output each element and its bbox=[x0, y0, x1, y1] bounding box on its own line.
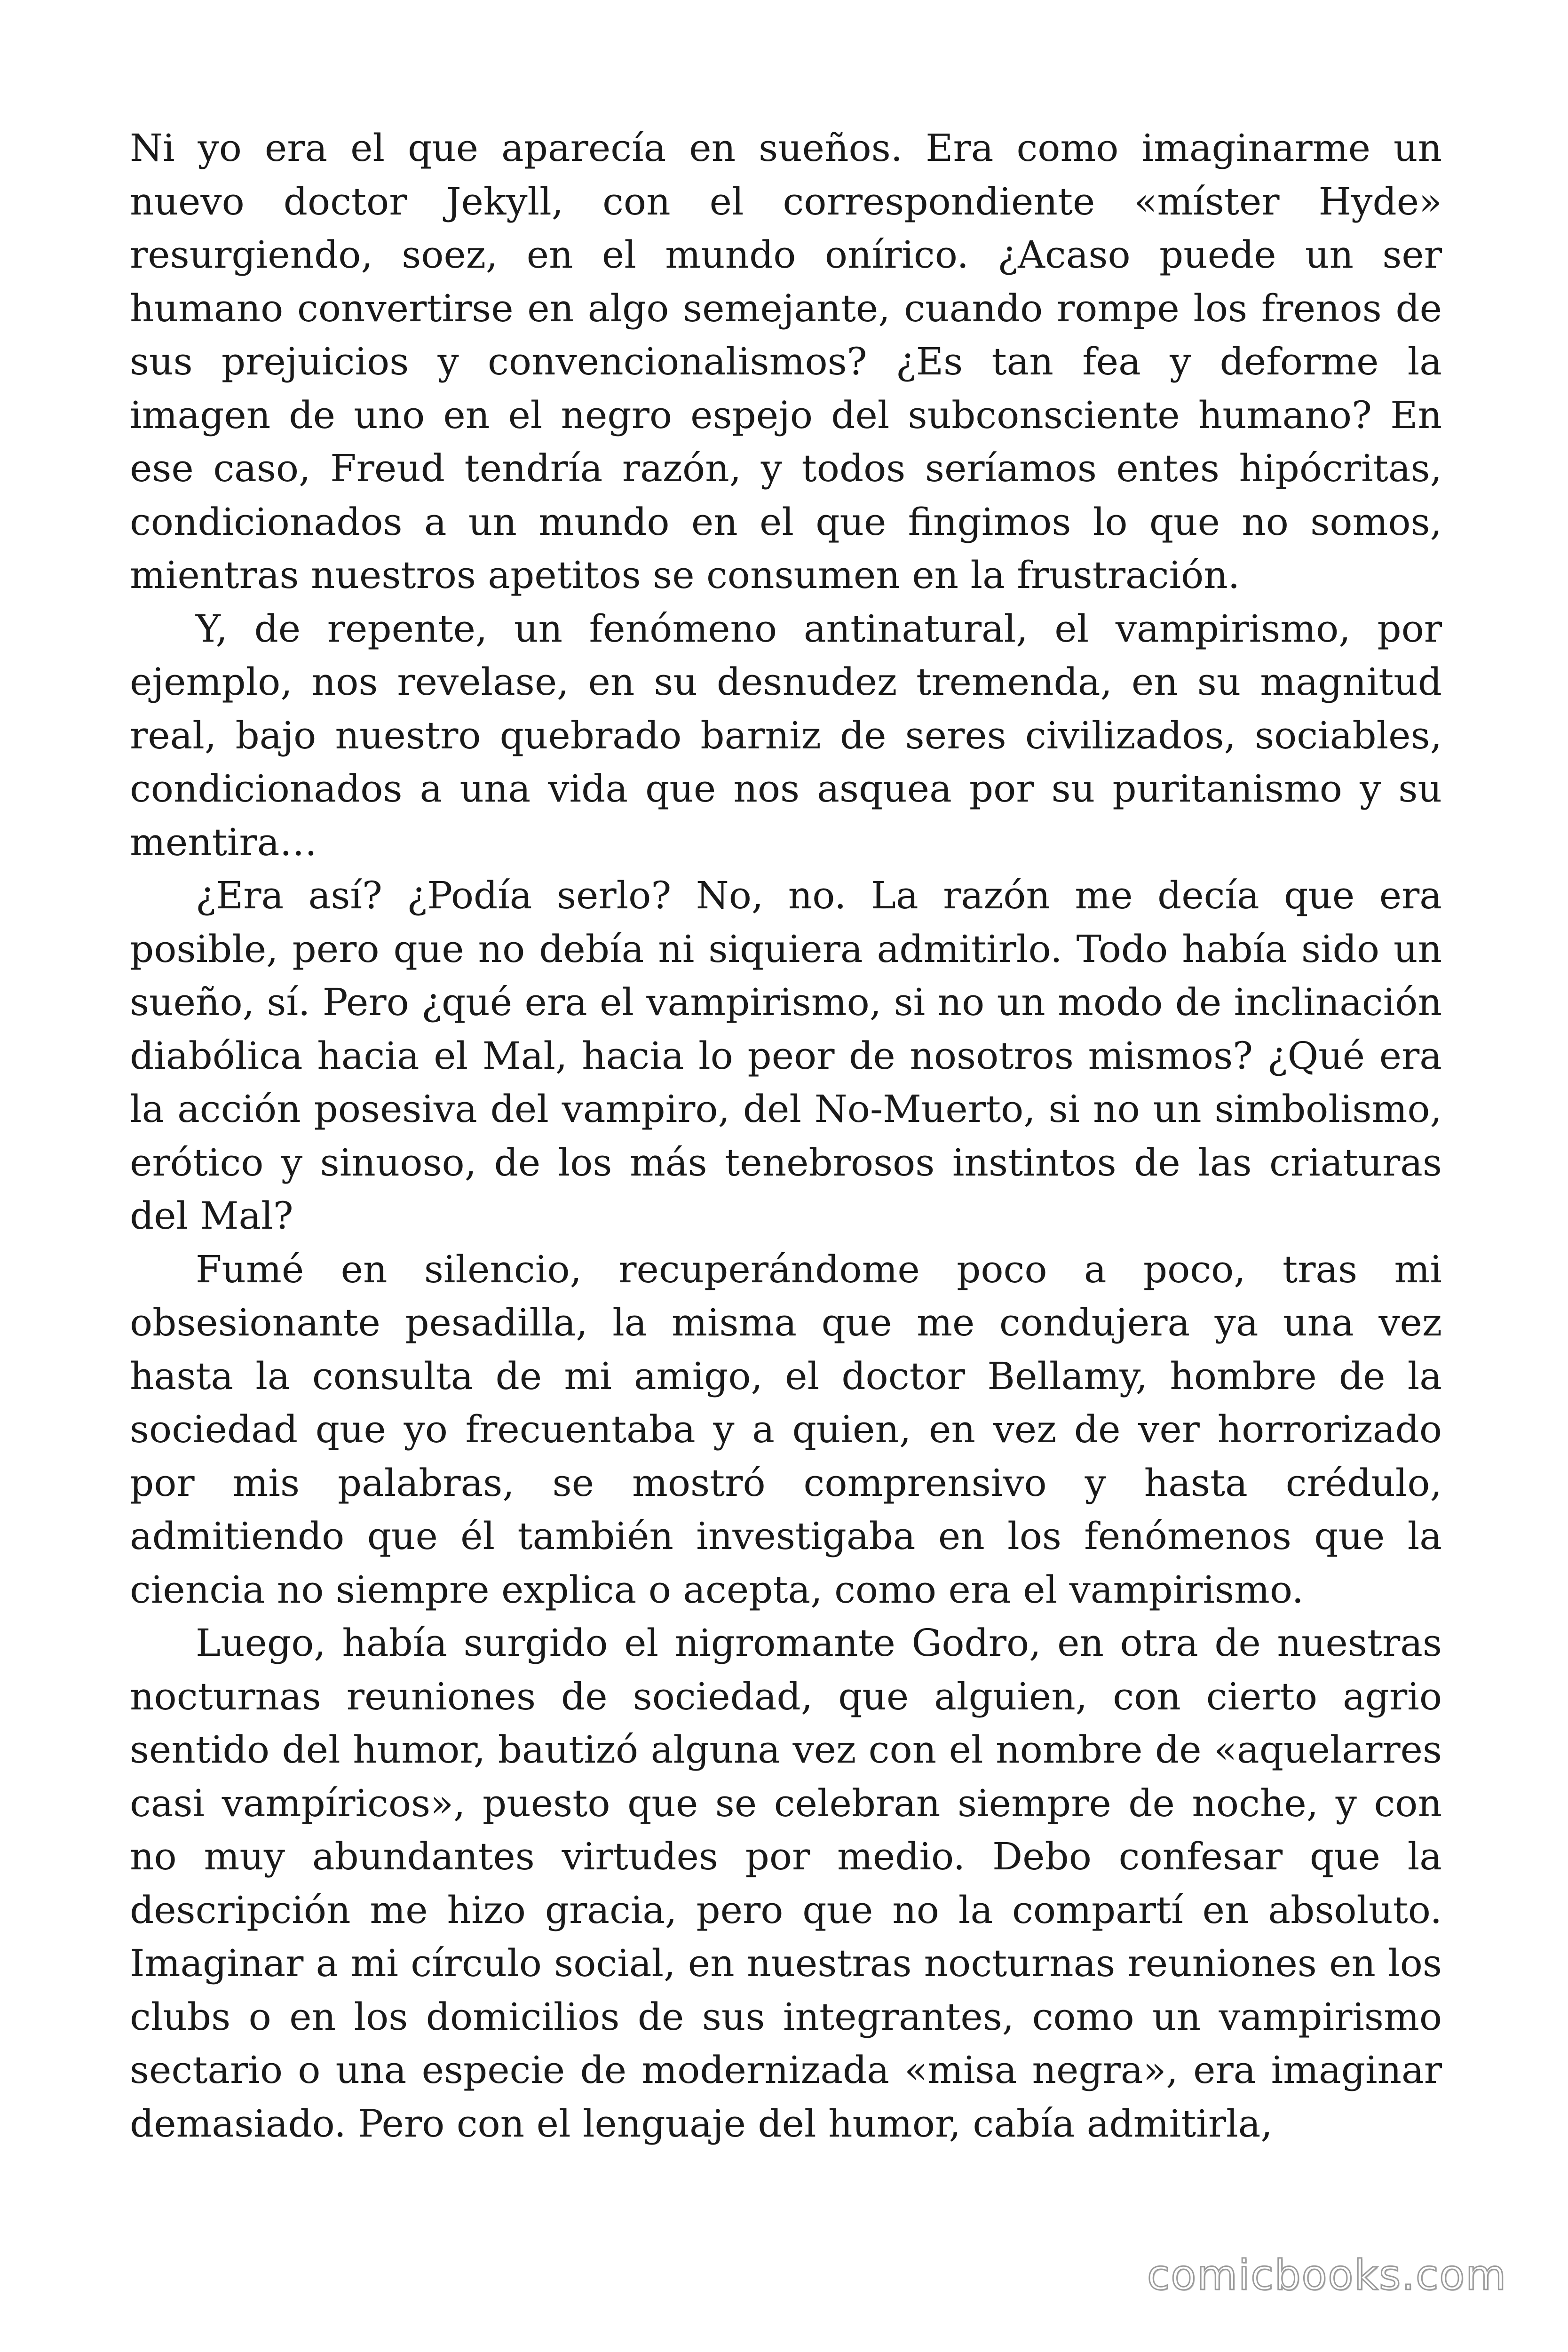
paragraph-2: Y, de repente, un fenómeno antinatural, el vampirismo, por ejemplo, nos revelase, en su desnudez tremenda, en su magnitud real, bajo nuestro quebrado barniz de seres civilizados, sociables, condicionados a una vida que nos asquea por su puritanismo y su mentira… bbox=[130, 606, 1442, 864]
paragraph-3: ¿Era así? ¿Podía serlo? No, no. La razón me decía que era posible, pero que no debía ni siquiera admitirlo. Todo había sido un sueño, sí. Pero ¿qué era el vampirismo, si no un modo de inclinación diabólica hacia el Mal, hacia lo peor de nosotros mismos? ¿Qué era la acción posesiva del vampiro, del No-Muerto, si no un simbolismo, erótico y sinuoso, de los más tenebrosos instintos de las criaturas del Mal? bbox=[130, 874, 1442, 1238]
paragraph-1: Ni yo era el que aparecía en sueños. Era como imaginarme un nuevo doctor Jekyll, con el correspondiente «míster Hyde» resurgiendo, soez, en el mundo onírico. ¿Acaso puede un ser humano convertirse en algo semejante, cuando rompe los frenos de sus prejuicios y convencionalismos? ¿Es tan fea y deforme la imagen de uno en el negro espejo del subconsciente humano? En ese caso, Freud tendría razón, y todos seríamos entes hipócritas, condicionados a un mundo en el que fingimos lo que no somos, mientras nuestros apetitos se consumen en la frustración. bbox=[130, 126, 1442, 597]
body-text bbox=[130, 121, 1442, 2150]
paragraph-5: Luego, había surgido el nigromante Godro, en otra de nuestras nocturnas reuniones de sociedad, que alguien, con cierto agrio sentido del humor, bautizó alguna vez con el nombre de «aquelarres casi vampíricos», puesto que se celebran siempre de noche, y con no muy abundantes virtudes por medio. Debo confesar que la descripción me hizo gracia, pero que no la compartí en absoluto. Imaginar a mi círculo social, en nuestras nocturnas reuniones en los clubs o en los domicilios de sus integrantes, como un vampirismo sectario o una especie de modernizada «misa negra», era imaginar demasiado. Pero con el lenguaje del humor, cabía admitirla, bbox=[130, 1621, 1442, 2145]
paragraph-4: Fumé en silencio, recuperándome poco a poco, tras mi obsesionante pesadilla, la misma que me condujera ya una vez hasta la consulta de mi amigo, el doctor Bellamy, hombre de la sociedad que yo frecuentaba y a quien, en vez de ver horrorizado por mis palabras, se mostró comprensivo y hasta crédulo, admitiendo que él también investigaba en los fenómenos que la ciencia no siempre explica o acepta, como era el vampirismo. bbox=[130, 1247, 1442, 1612]
watermark-text: comicbooks.com bbox=[1147, 2251, 1507, 2299]
